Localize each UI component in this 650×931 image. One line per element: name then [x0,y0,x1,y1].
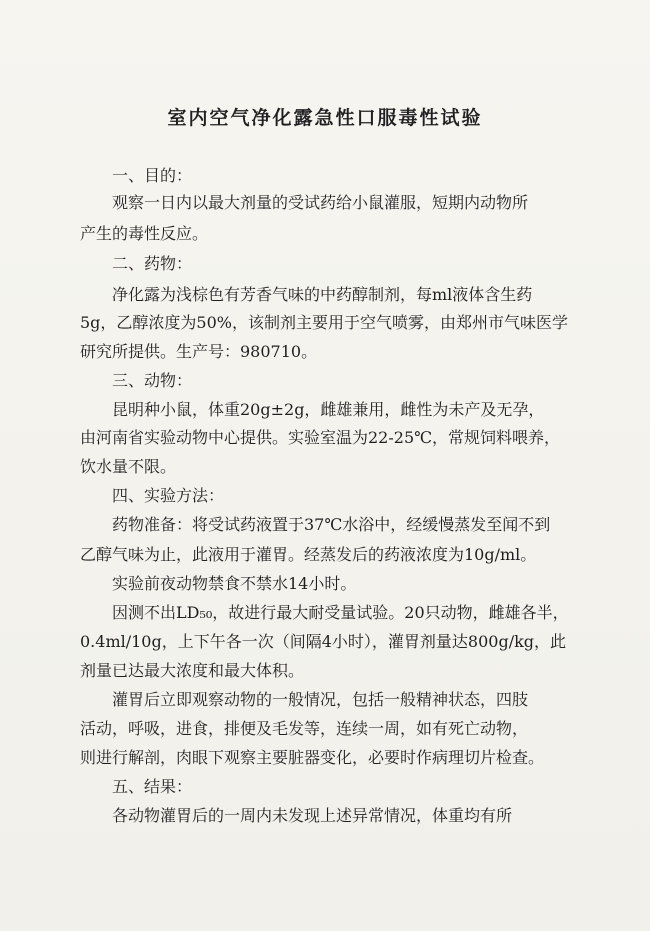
paragraph-line: 5g，乙醇浓度为50%，该制剂主要用于空气喷雾，由郑州市气味医学 [80,313,568,332]
paragraph-line: 因测不出LD₅₀，故进行最大耐受量试验。20只动物，雌雄各半， [112,603,569,622]
paragraph-line: 由河南省实验动物中心提供。实验室温为22-25℃，常规饲料喂养， [80,428,561,447]
section-heading-result: 五、结果： [112,777,193,796]
section-heading-drug: 二、药物： [112,254,193,273]
paragraph-line: 净化露为浅棕色有芳香气味的中药醇制剂，每ml液体含生药 [112,285,533,304]
paragraph-line: 活动，呼吸，进食，排便及毛发等，连续一周，如有死亡动物， [80,719,529,738]
paragraph-line: 灌胃后立即观察动物的一般情况，包括一般精神状态，四肢 [112,690,529,709]
paragraph-line: 昆明种小鼠，体重20g±2g，雌雄兼用，雌性为未产及无孕， [112,400,545,419]
paragraph-line: 饮水量不限。 [80,457,177,476]
section-heading-method: 四、实验方法： [112,486,225,505]
paragraph-line: 剂量已达最大浓度和最大体积。 [80,661,305,680]
paragraph-line: 观察一日内以最大剂量的受试药给小鼠灌服，短期内动物所 [112,193,529,212]
paragraph-line: 药物准备：将受试药液置于37℃水浴中，经缓慢蒸发至闻不到 [112,515,551,534]
paragraph-line: 乙醇气味为止，此液用于灌胃。经蒸发后的药液浓度为10g/ml。 [80,545,537,564]
paragraph-line: 研究所提供。生产号：980710。 [80,342,318,361]
paragraph-line: 实验前夜动物禁食不禁水14小时。 [112,574,357,593]
paragraph-line: 各动物灌胃后的一周内未发现上述异常情况，体重均有所 [112,806,513,825]
paragraph-line: 0.4ml/10g，上下午各一次（间隔4小时），灌胃剂量达800g/kg，此 [80,632,567,651]
section-heading-purpose: 一、目的： [112,166,193,185]
paragraph-line: 则进行解剖，肉眼下观察主要脏器变化，必要时作病理切片检查。 [80,748,545,767]
paragraph-line: 产生的毒性反应。 [80,224,209,243]
section-heading-animals: 三、动物： [112,371,193,390]
document-title: 室内空气净化露急性口服毒性试验 [167,107,483,129]
